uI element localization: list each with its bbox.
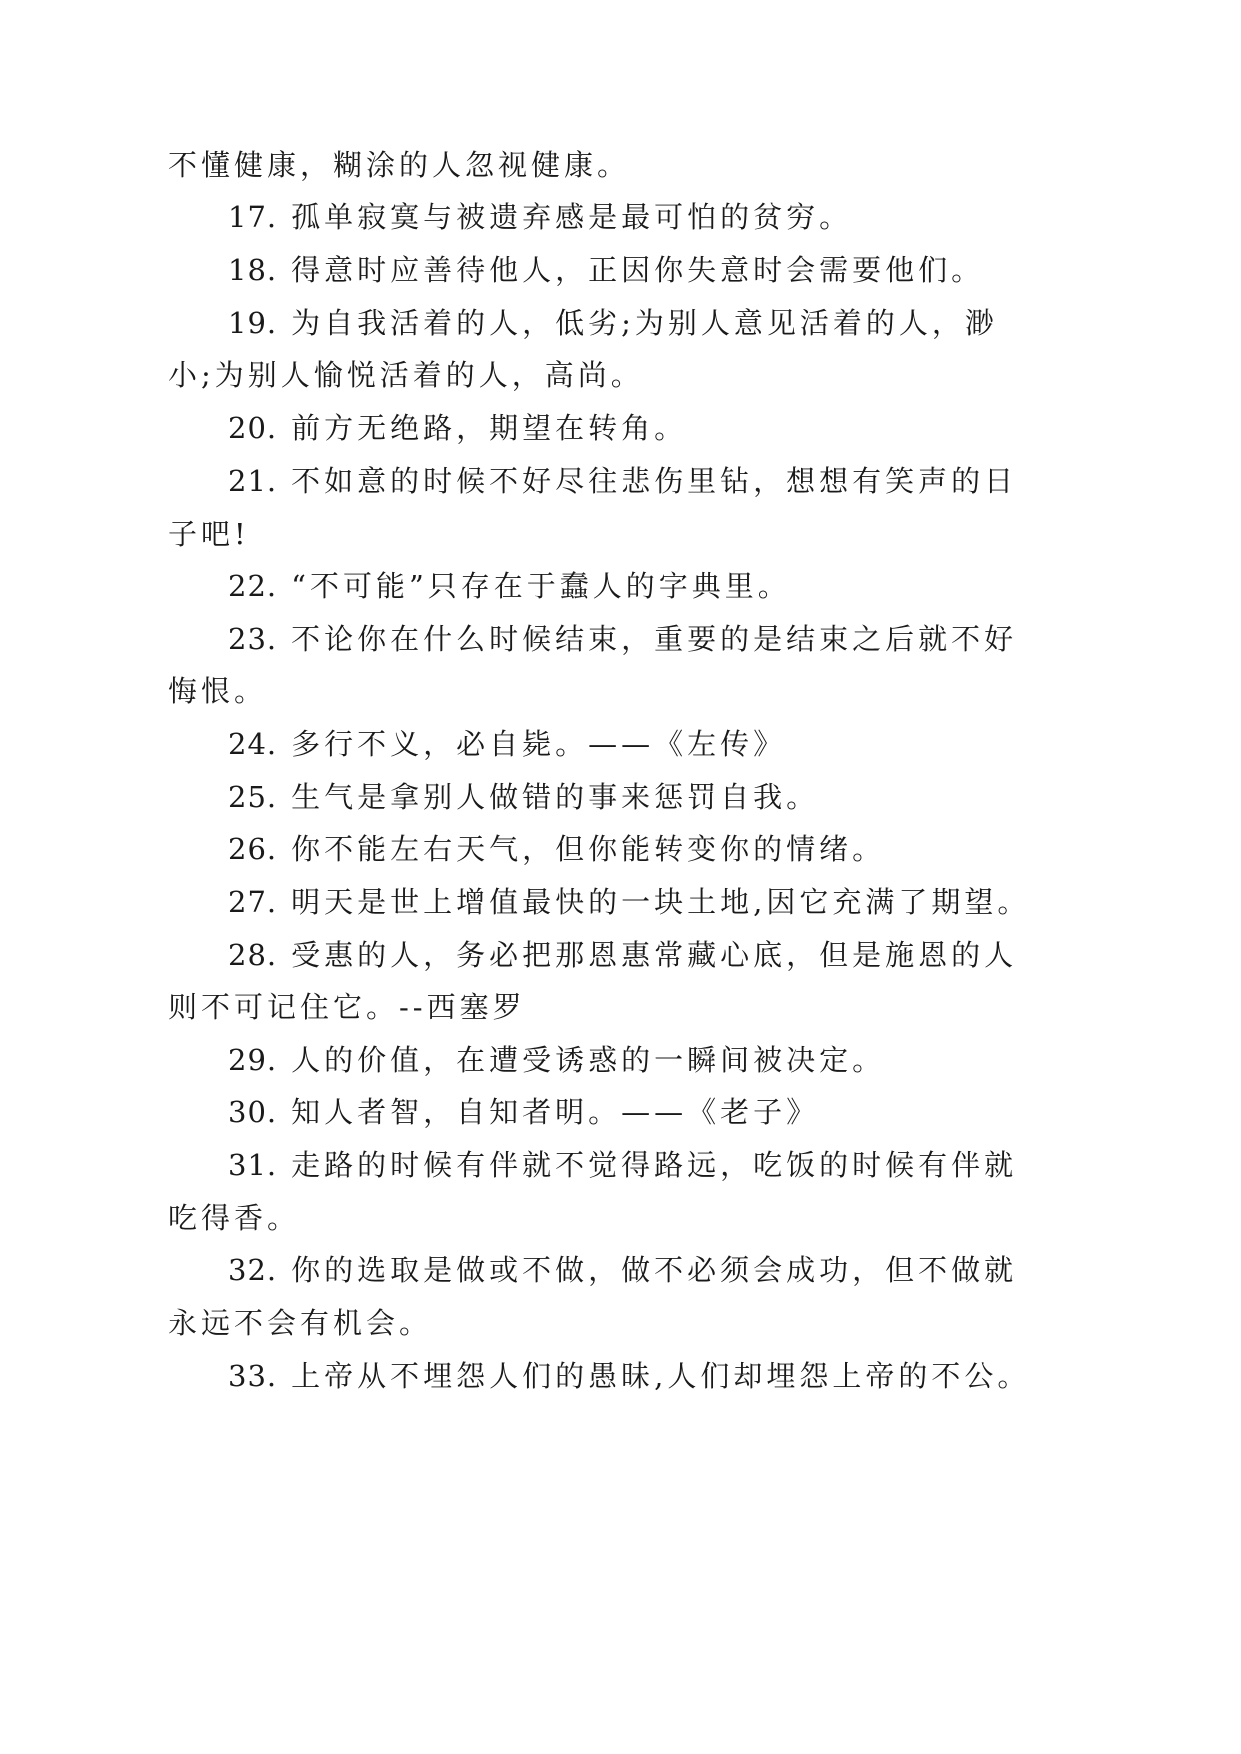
item-text: 不论你在什么时候结束，重要的是结束之后就不好 xyxy=(291,622,1018,656)
item-number: 24. xyxy=(228,727,278,761)
text-line xyxy=(168,989,526,1025)
item-text: “不可能”只存在于蠢人的字典里。 xyxy=(291,569,791,603)
item-number: 28. xyxy=(228,938,278,972)
item-number: 31. xyxy=(228,1148,278,1182)
text-line xyxy=(168,147,630,183)
item-number: 23. xyxy=(228,622,278,656)
item-number: 18. xyxy=(228,253,278,287)
list-item xyxy=(228,568,791,604)
item-text: 你不能左右天气，但你能转变你的情绪。 xyxy=(291,832,886,866)
item-number: 21. xyxy=(228,464,278,498)
item-number: 33. xyxy=(228,1359,278,1393)
item-number: 20. xyxy=(228,411,278,445)
item-number: 22. xyxy=(228,569,278,603)
list-item xyxy=(228,1042,885,1078)
item-number: 26. xyxy=(228,832,278,866)
list-item xyxy=(228,252,984,288)
item-number: 27. xyxy=(228,885,278,919)
line-text: 吃得香。 xyxy=(168,1201,301,1235)
list-item xyxy=(228,1358,1030,1394)
list-item xyxy=(228,410,687,446)
line-text: 小;为别人愉悦活着的人，高尚。 xyxy=(168,358,644,392)
list-item xyxy=(228,621,1017,657)
item-number: 25. xyxy=(228,780,278,814)
line-text: 则不可记住它。--西塞罗 xyxy=(168,990,526,1024)
line-text: 不懂健康，糊涂的人忽视健康。 xyxy=(168,148,631,182)
text-line xyxy=(168,1305,432,1341)
list-item xyxy=(228,884,1030,920)
list-item xyxy=(228,199,852,235)
item-number: 17. xyxy=(228,200,278,234)
list-item xyxy=(228,726,786,762)
item-text: 走路的时候有伴就不觉得路远，吃饭的时候有伴就 xyxy=(291,1148,1018,1182)
item-number: 32. xyxy=(228,1253,278,1287)
text-line xyxy=(168,357,644,393)
item-text: 不如意的时候不好尽往悲伤里钻，想想有笑声的日 xyxy=(291,464,1018,498)
text-line xyxy=(168,673,267,709)
line-text: 子吧! xyxy=(168,517,250,551)
item-number: 29. xyxy=(228,1043,278,1077)
text-line xyxy=(168,1200,300,1236)
item-text: 为自我活着的人，低劣;为别人意见活着的人，渺 xyxy=(291,306,998,340)
list-item xyxy=(228,937,1017,973)
list-item xyxy=(228,831,885,867)
item-text: 孤单寂寞与被遗弃感是最可怕的贫穷。 xyxy=(291,200,853,234)
item-number: 30. xyxy=(228,1095,278,1129)
item-number: 19. xyxy=(228,306,278,340)
line-text: 永远不会有机会。 xyxy=(168,1306,433,1340)
list-item xyxy=(228,305,998,341)
list-item xyxy=(228,779,819,815)
item-text: 多行不义，必自毙。——《左传》 xyxy=(291,727,787,761)
item-text: 明天是世上增值最快的一块土地,因它充满了期望。 xyxy=(291,885,1031,919)
list-item xyxy=(228,463,1017,499)
list-item xyxy=(228,1252,1017,1288)
list-item xyxy=(228,1147,1017,1183)
item-text: 受惠的人，务必把那恩惠常藏心底，但是施恩的人 xyxy=(291,938,1018,972)
item-text: 生气是拿别人做错的事来惩罚自我。 xyxy=(291,780,820,814)
item-text: 人的价值，在遭受诱惑的一瞬间被决定。 xyxy=(291,1043,886,1077)
item-text: 得意时应善待他人，正因你失意时会需要他们。 xyxy=(291,253,985,287)
line-text: 悔恨。 xyxy=(168,674,268,708)
item-text: 知人者智，自知者明。——《老子》 xyxy=(291,1095,820,1129)
text-line xyxy=(168,516,250,552)
list-item xyxy=(228,1094,819,1130)
item-text: 你的选取是做或不做，做不必须会成功，但不做就 xyxy=(291,1253,1018,1287)
item-text: 前方无绝路，期望在转角。 xyxy=(291,411,688,445)
item-text: 上帝从不埋怨人们的愚昧,人们却埋怨上帝的不公。 xyxy=(291,1359,1031,1393)
